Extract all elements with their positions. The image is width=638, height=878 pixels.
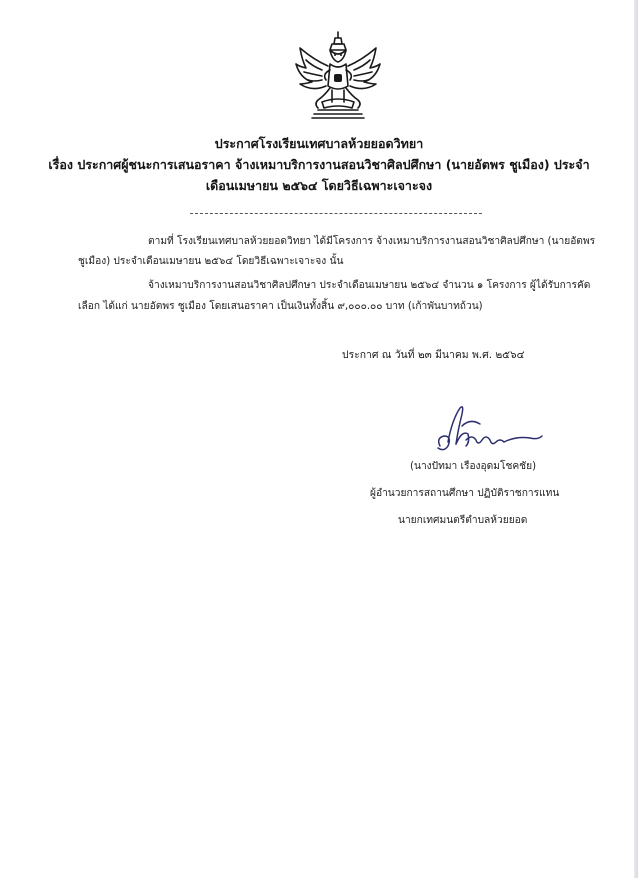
body-paragraph-1-line-2: ชูเมือง) ประจำเดือนเมษายน ๒๕๖๔ โดยวิธีเฉพาะเจาะจง นั้น: [78, 256, 344, 267]
signatory-position: ผู้อำนวยการสถานศึกษา ปฏิบัติราชการแทน: [370, 488, 560, 499]
body-paragraph-2-line-1: จ้างเหมาบริการงานสอนวิชาศิลปศึกษา ประจำเดือนเมษายน ๒๕๖๔ จำนวน ๑ โครงการ ผู้ได้รับการคัด: [148, 280, 591, 291]
signatory-name: (นางปัทมา เรืองอุดมโชคชัย): [410, 461, 537, 472]
handwritten-signature-icon: [426, 400, 546, 460]
signatory-on-behalf-of: นายกเทศมนตรีตำบลห้วยยอด: [398, 515, 528, 526]
page-edge: [634, 0, 638, 878]
body-paragraph-1-line-1: ตามที่ โรงเรียนเทศบาลห้วยยอดวิทยา ได้มีโครงการ จ้างเหมาบริการงานสอนวิชาศิลปศึกษา (นายอัตพร: [148, 236, 596, 247]
document-title: ประกาศโรงเรียนเทศบาลห้วยยอดวิทยา: [214, 136, 424, 151]
announcement-date: ประกาศ ณ วันที่ ๒๓ มีนาคม พ.ศ. ๒๕๖๔: [342, 349, 525, 361]
garuda-emblem-icon: [292, 30, 384, 122]
body-paragraph-2-line-2: เลือก ได้แก่ นายอัตพร ชูเมือง โดยเสนอราคา เป็นเงินทั้งสิ้น ๙,๐๐๐.๐๐ บาท (เก้าพันบาทถ้วน): [78, 301, 483, 312]
subject-line-2: เดือนเมษายน ๒๕๖๔ โดยวิธีเฉพาะเจาะจง: [205, 178, 433, 193]
subject-line-1: เรื่อง ประกาศผู้ชนะการเสนอราคา จ้างเหมาบริการงานสอนวิชาศิลปศึกษา (นายอัตพร ชูเมือง) ประจำ: [48, 157, 590, 172]
divider-line: [190, 213, 482, 214]
